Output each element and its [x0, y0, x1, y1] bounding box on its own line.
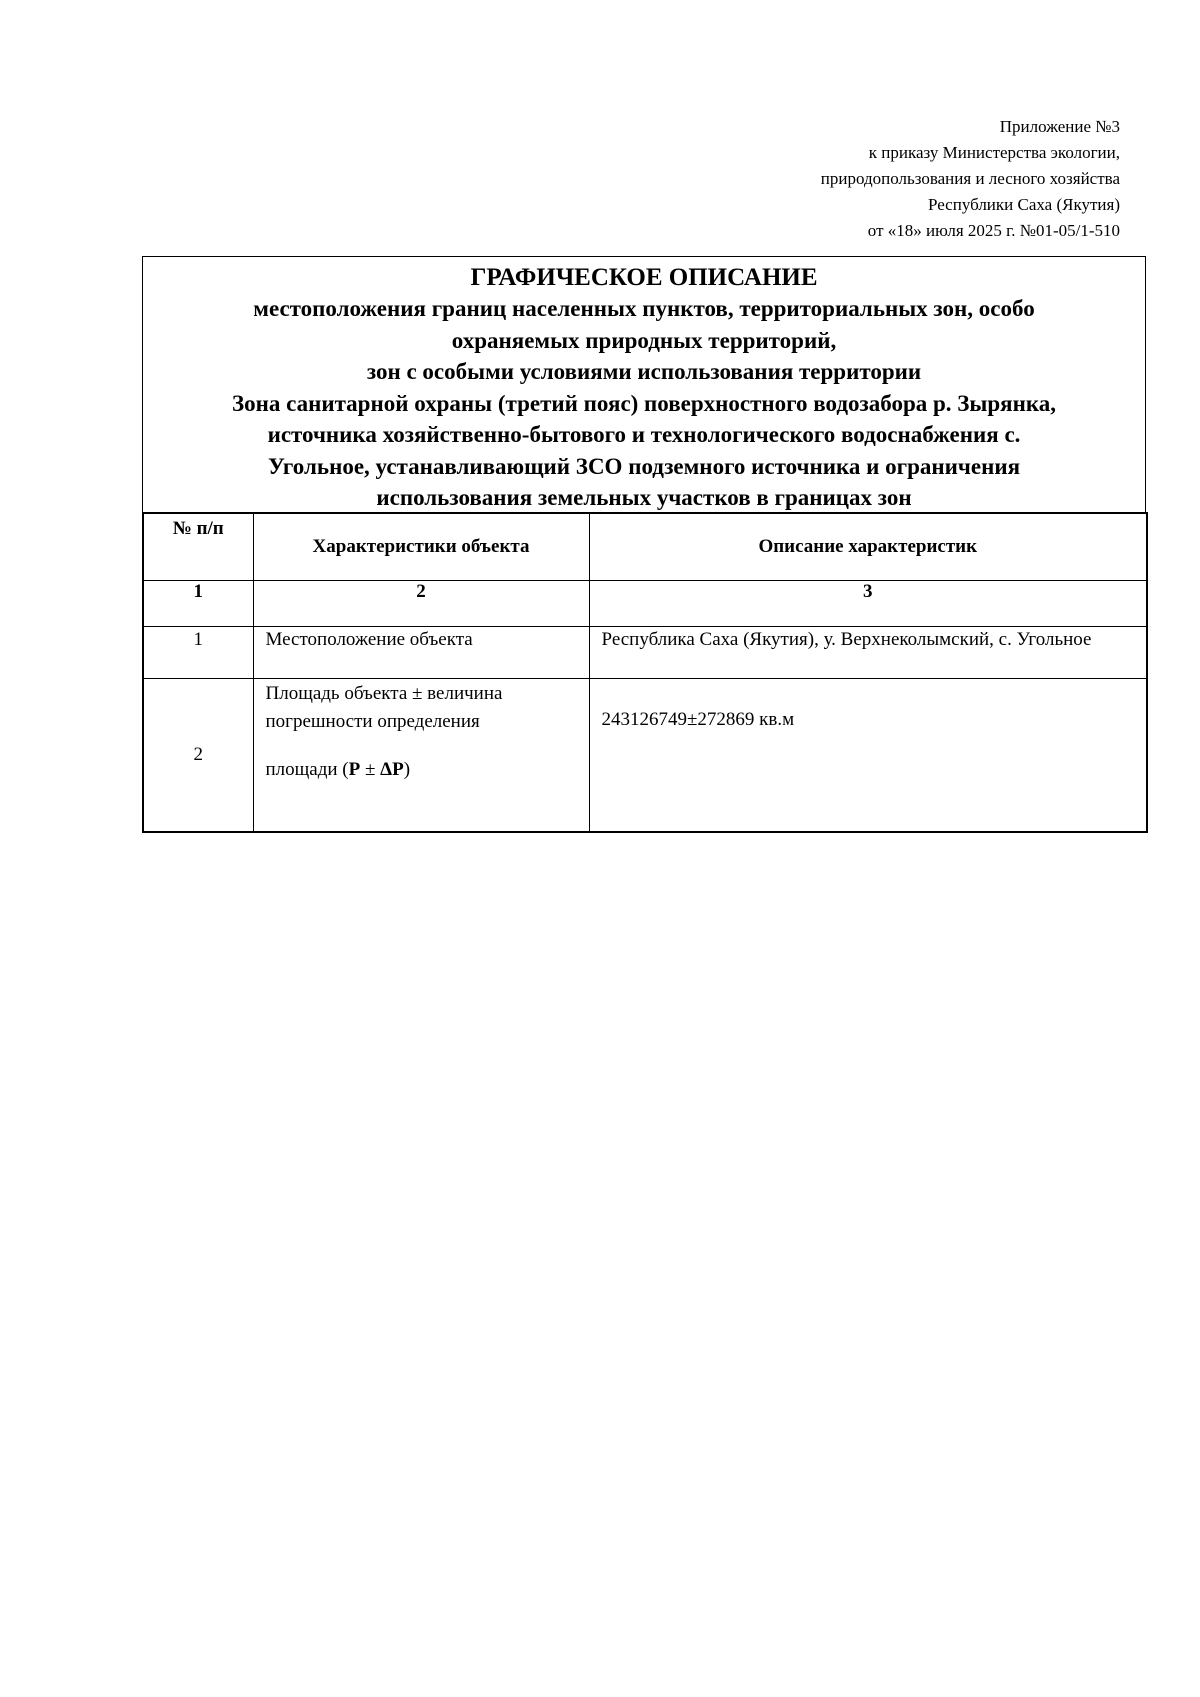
title-line: охраняемых природных территорий, [451, 327, 837, 353]
column-number-row [143, 581, 1147, 627]
characteristics-table [142, 512, 1148, 833]
table-row [143, 627, 1147, 679]
appendix-line: к приказу Министерства экологии, [868, 143, 1120, 162]
formula-p: P [348, 759, 361, 780]
appendix-header [821, 114, 1120, 244]
title-line: местоположения границ населенных пунктов, территориальных зон, особо [253, 296, 1035, 321]
characteristic-cell: Местоположение объекта [253, 627, 589, 679]
description-cell: Республика Саха (Якутия), у. Верхнеколымский, с. Угольное [589, 627, 1147, 679]
formula-close: ) [403, 759, 411, 780]
row-number-cell: 2 [143, 679, 253, 833]
appendix-line: Республики Саха (Якутия) [927, 195, 1120, 214]
characteristic-line: погрешности определения [265, 711, 480, 732]
title-line: Угольное, устанавливающий ЗСО подземного источника и ограничения [267, 453, 1021, 479]
title-line: зон с особыми условиями использования территории [366, 359, 922, 384]
appendix-line: от «18» июля 2025 г. №01-05/1-510 [867, 221, 1120, 240]
header-cell-number: № п/п [143, 513, 253, 581]
row-number-cell: 1 [143, 627, 253, 679]
characteristic-line: Площадь объекта ± величина [265, 683, 503, 704]
column-number-cell: 3 [589, 581, 1147, 627]
header-cell-characteristic: Характеристики объекта [253, 513, 589, 581]
table-header-row [143, 513, 1147, 581]
title-line: источника хозяйственно-бытового и технологического водоснабжения с. [267, 422, 1021, 447]
document-frame [142, 256, 1146, 833]
formula-delta-p: ΔP [380, 759, 404, 780]
title-block [142, 256, 1146, 512]
title-line: использования земельных участков в границах зон [376, 485, 912, 510]
formula-prefix: площади ( [265, 759, 349, 780]
column-number-cell: 1 [143, 581, 253, 627]
title-line: Зона санитарной охраны (третий пояс) поверхностного водозабора р. Зырянка, [231, 390, 1057, 416]
formula-plusminus: ± [360, 759, 381, 780]
appendix-line: природопользования и лесного хозяйства [820, 169, 1120, 188]
document-title: ГРАФИЧЕСКОЕ ОПИСАНИЕ [470, 264, 818, 291]
header-cell-description: Описание характеристик [589, 513, 1147, 581]
column-number-cell: 2 [253, 581, 589, 627]
area-formula-line [266, 757, 577, 783]
appendix-line: Приложение №3 [999, 117, 1120, 136]
table-row [143, 679, 1147, 833]
description-cell: 243126749±272869 кв.м [589, 679, 1147, 833]
characteristic-cell [253, 679, 589, 833]
